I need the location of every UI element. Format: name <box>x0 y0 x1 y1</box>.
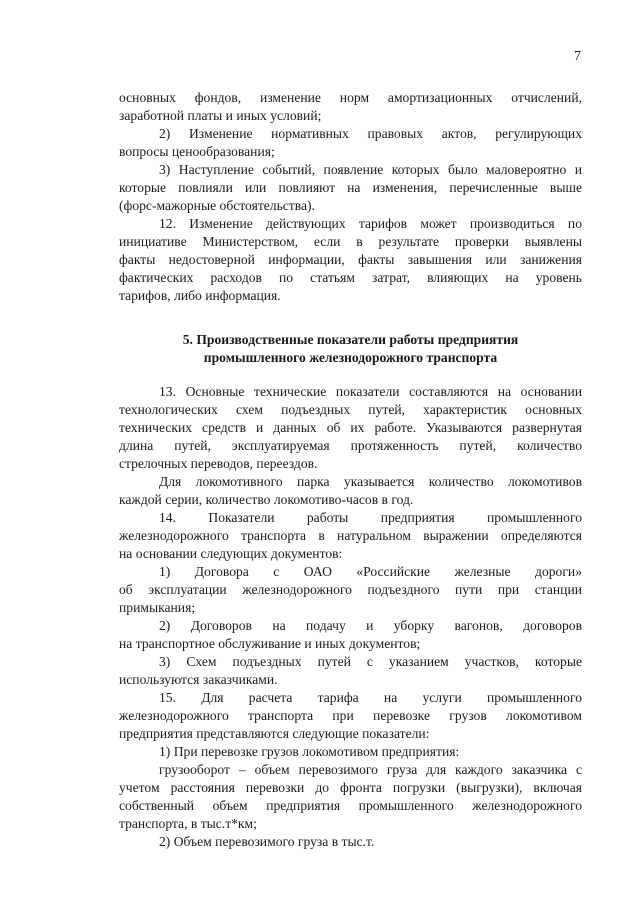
text-line: 13. Основные технические показатели составляются на основании <box>159 384 582 399</box>
text-line: используются заказчиками. <box>119 672 278 687</box>
text-line: 2) Объем перевозимого груза в тыс.т. <box>159 834 375 849</box>
text-line: 2) Изменение нормативных правовых актов, регулирующих <box>159 126 582 141</box>
text-line: технических средств и данных об их работе. Указываются развернутая <box>119 420 582 435</box>
text-line: длина путей, эксплуатируемая протяженность путей, количество <box>119 438 582 453</box>
text-line: инициативе Министерством, если в результате проверки выявлены <box>119 234 582 249</box>
text-line: 14. Показатели работы предприятия промышленного <box>159 510 582 525</box>
text-line: собственный объем предприятия промышленного железнодорожного <box>119 798 582 813</box>
text-line: фактических расходов по статьям затрат, влияющих на уровень <box>119 270 582 285</box>
text-line: вопросы ценообразования; <box>119 144 275 159</box>
text-line: на транспортное обслуживание и иных документов; <box>119 636 421 651</box>
text-line: примыкания; <box>119 600 196 615</box>
text-line: каждой серии, количество локомотиво-часов в год. <box>119 492 414 507</box>
text-line: 1) При перевозке грузов локомотивом предприятия: <box>159 744 460 759</box>
text-line: 3) Наступление событий, появление которых было маловероятно и <box>159 162 582 177</box>
text-line: учетом расстояния перевозки до фронта погрузки (выгрузки), включая <box>119 780 582 795</box>
section-heading: 5. Производственные показатели работы предприятия <box>182 332 519 347</box>
text-line: тарифов, либо информация. <box>119 288 281 303</box>
text-line: 1) Договора с ОАО «Российские железные дороги» <box>159 564 582 579</box>
text-line: 2) Договоров на подачу и уборку вагонов, договоров <box>159 618 582 633</box>
text-line: технологических схем подъездных путей, характеристик основных <box>119 402 582 417</box>
text-line: Для локомотивного парка указывается количество локомотивов <box>159 474 582 489</box>
text-line: стрелочных переводов, переездов. <box>119 456 318 471</box>
text-line: 3) Схем подъездных путей с указанием участков, которые <box>159 654 582 669</box>
text-line: железнодорожного транспорта в натуральном выражении определяются <box>119 528 582 543</box>
text-line: основных фондов, изменение норм амортизационных отчислений, <box>119 90 582 105</box>
text-line: грузооборот – объем перевозимого груза для каждого заказчика с <box>159 762 582 777</box>
text-line: предприятия представляются следующие показатели: <box>119 726 430 741</box>
text-line: заработной платы и иных условий; <box>119 108 322 123</box>
text-line: об эксплуатации железнодорожного подъездного пути при станции <box>119 582 582 597</box>
section-heading: промышленного железнодорожного транспорта <box>203 350 498 365</box>
text-line: 12. Изменение действующих тарифов может производиться по <box>159 216 582 231</box>
text-line: железнодорожного транспорта при перевозке грузов локомотивом <box>119 708 582 723</box>
text-line: 15. Для расчета тарифа на услуги промышленного <box>159 690 582 705</box>
text-line: на основании следующих документов: <box>119 546 343 561</box>
text-line: факты недостоверной информации, факты завышения или занижения <box>119 252 582 267</box>
text-line: которые повлияли или повлияют на изменения, перечисленные выше <box>119 180 582 195</box>
page-number: 7 <box>574 49 581 64</box>
text-line: (форс-мажорные обстоятельства). <box>119 198 315 213</box>
text-line: транспорта, в тыс.т*км; <box>119 816 257 831</box>
